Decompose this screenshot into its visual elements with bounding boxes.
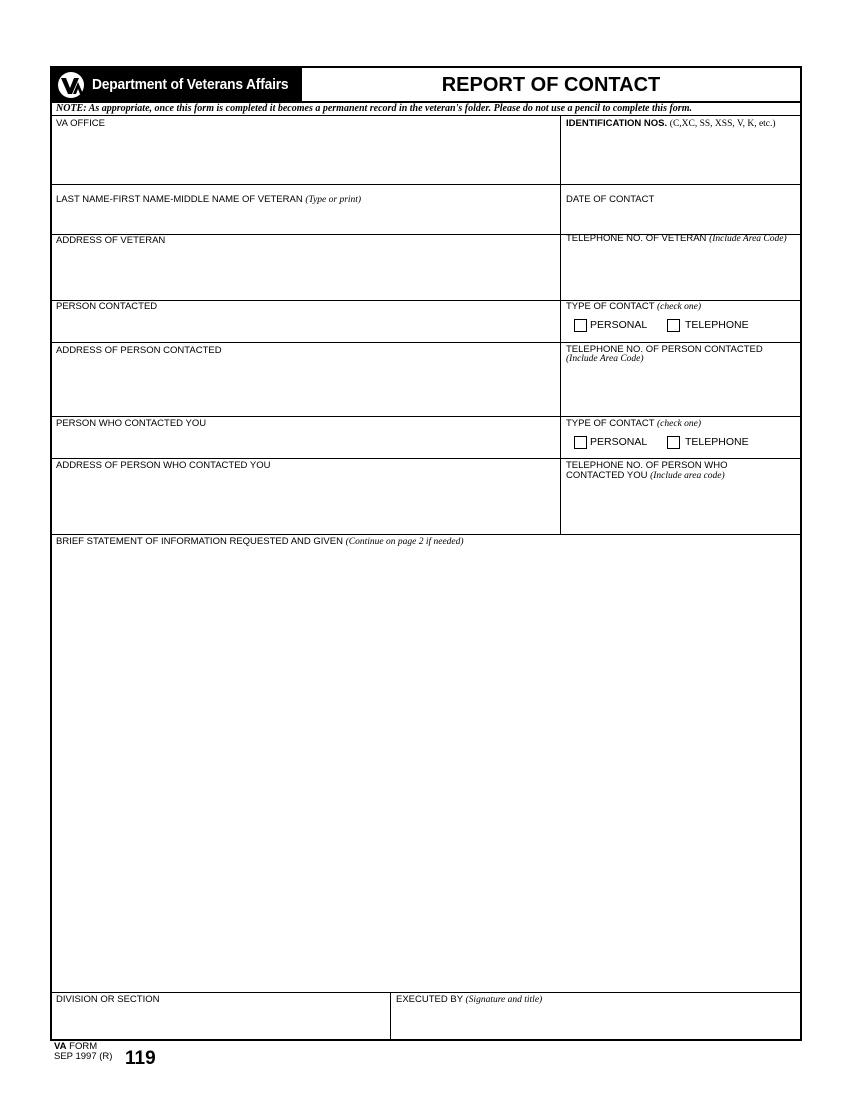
identification-nos-label: [566, 118, 776, 130]
note-divider: [50, 115, 802, 116]
identification-nos-label-text: IDENTIFICATION NOS.: [566, 118, 668, 129]
date-of-contact-label: DATE OF CONTACT: [566, 194, 655, 205]
row-divider: [50, 416, 802, 417]
row-divider: [50, 184, 802, 185]
brief-statement-hint: (Continue on page 2 if needed): [345, 537, 464, 547]
person-who-contacted-phone-hint: (Include area code): [650, 471, 725, 481]
va-office-label: VA OFFICE: [56, 118, 105, 129]
veteran-phone-label: [566, 233, 787, 245]
row-divider: [50, 534, 802, 535]
veteran-phone-input[interactable]: [564, 249, 798, 297]
column-divider: [560, 115, 561, 534]
executed-by-hint: (Signature and title): [465, 995, 543, 1005]
person-contacted-phone-label: TELEPHONE NO. OF PERSON CONTACTED: [566, 344, 763, 355]
person-who-contacted-phone-label-line2: [566, 470, 725, 482]
contact-type-1-personal-label: PERSONAL: [590, 319, 648, 331]
veteran-name-hint: (Type or print): [305, 195, 362, 205]
identification-nos-input[interactable]: [564, 132, 798, 180]
contact-type-1-telephone-checkbox[interactable]: [667, 319, 680, 332]
contact-type-1-label-text: TYPE OF CONTACT: [566, 301, 655, 312]
person-contacted-phone-hint: (Include Area Code): [566, 354, 644, 364]
contact-type-2-personal-label: PERSONAL: [590, 436, 648, 448]
person-who-contacted-address-input[interactable]: [54, 474, 556, 531]
form-label-bold: VA: [54, 1041, 67, 1052]
brief-statement-label: [56, 536, 464, 548]
person-contacted-label: PERSON CONTACTED: [56, 301, 158, 312]
division-label: DIVISION OR SECTION: [56, 994, 160, 1005]
form-id: [54, 1042, 112, 1062]
form-date: SEP 1997 (R): [54, 1051, 113, 1062]
person-who-contacted-phone-input[interactable]: [564, 484, 798, 531]
person-who-contacted-address-label: ADDRESS OF PERSON WHO CONTACTED YOU: [56, 460, 271, 471]
contact-type-2-telephone-checkbox[interactable]: [667, 436, 680, 449]
veteran-address-input[interactable]: [54, 249, 556, 297]
executed-by-input[interactable]: [394, 1008, 798, 1038]
contact-type-2-personal-checkbox[interactable]: [574, 436, 587, 449]
identification-nos-hint: (C,XC, SS, XSS, V, K, etc.): [669, 119, 776, 129]
form-label-text: FORM: [66, 1041, 98, 1052]
person-contacted-phone-input[interactable]: [564, 368, 798, 413]
executed-by-label: [396, 994, 542, 1006]
department-name: Department of Veterans Affairs: [92, 76, 289, 93]
contact-type-1-telephone-label: TELEPHONE: [685, 319, 749, 331]
contact-type-2-hint: (check one): [656, 419, 702, 429]
veteran-phone-hint: (Include Area Code): [709, 234, 787, 244]
person-who-contacted-label: PERSON WHO CONTACTED YOU: [56, 418, 207, 429]
date-of-contact-input[interactable]: [564, 208, 798, 232]
row-divider: [50, 342, 802, 343]
row-divider: [50, 992, 802, 993]
row-divider: [50, 458, 802, 459]
form-note: NOTE: As appropriate, once this form is completed it becomes a permanent record in the veteran's folder. Please do not use a pencil to complete this form.: [56, 103, 692, 114]
veteran-name-input[interactable]: [54, 208, 556, 232]
contact-type-1-label: [566, 301, 701, 313]
veteran-name-label-text: LAST NAME-FIRST NAME-MIDDLE NAME OF VETERAN: [56, 194, 303, 205]
veteran-phone-label-text: TELEPHONE NO. OF VETERAN: [566, 233, 707, 244]
form-number: 119: [125, 1048, 156, 1069]
form-title: REPORT OF CONTACT: [441, 74, 661, 96]
person-contacted-address-input[interactable]: [54, 359, 556, 413]
contact-type-2-telephone-label: TELEPHONE: [685, 436, 749, 448]
person-who-contacted-phone-label-text: CONTACTED YOU: [566, 470, 648, 481]
division-input[interactable]: [54, 1008, 386, 1038]
person-who-contacted-phone-label-line1: TELEPHONE NO. OF PERSON WHO: [566, 460, 728, 471]
column-divider: [390, 992, 391, 1040]
contact-type-2-label: [566, 418, 701, 430]
veteran-address-label: ADDRESS OF VETERAN: [56, 235, 166, 246]
veteran-name-label: [56, 194, 361, 206]
brief-statement-input[interactable]: [54, 550, 798, 988]
contact-type-2-label-text: TYPE OF CONTACT: [566, 418, 655, 429]
executed-by-label-text: EXECUTED BY: [396, 994, 463, 1005]
person-who-contacted-input[interactable]: [54, 432, 556, 456]
person-contacted-address-label: ADDRESS OF PERSON CONTACTED: [56, 345, 222, 356]
va-office-input[interactable]: [54, 132, 556, 180]
brief-statement-label-text: BRIEF STATEMENT OF INFORMATION REQUESTED AND GIVEN: [56, 536, 343, 547]
contact-type-1-personal-checkbox[interactable]: [574, 319, 587, 332]
contact-type-1-hint: (check one): [656, 302, 702, 312]
person-contacted-input[interactable]: [54, 315, 556, 339]
